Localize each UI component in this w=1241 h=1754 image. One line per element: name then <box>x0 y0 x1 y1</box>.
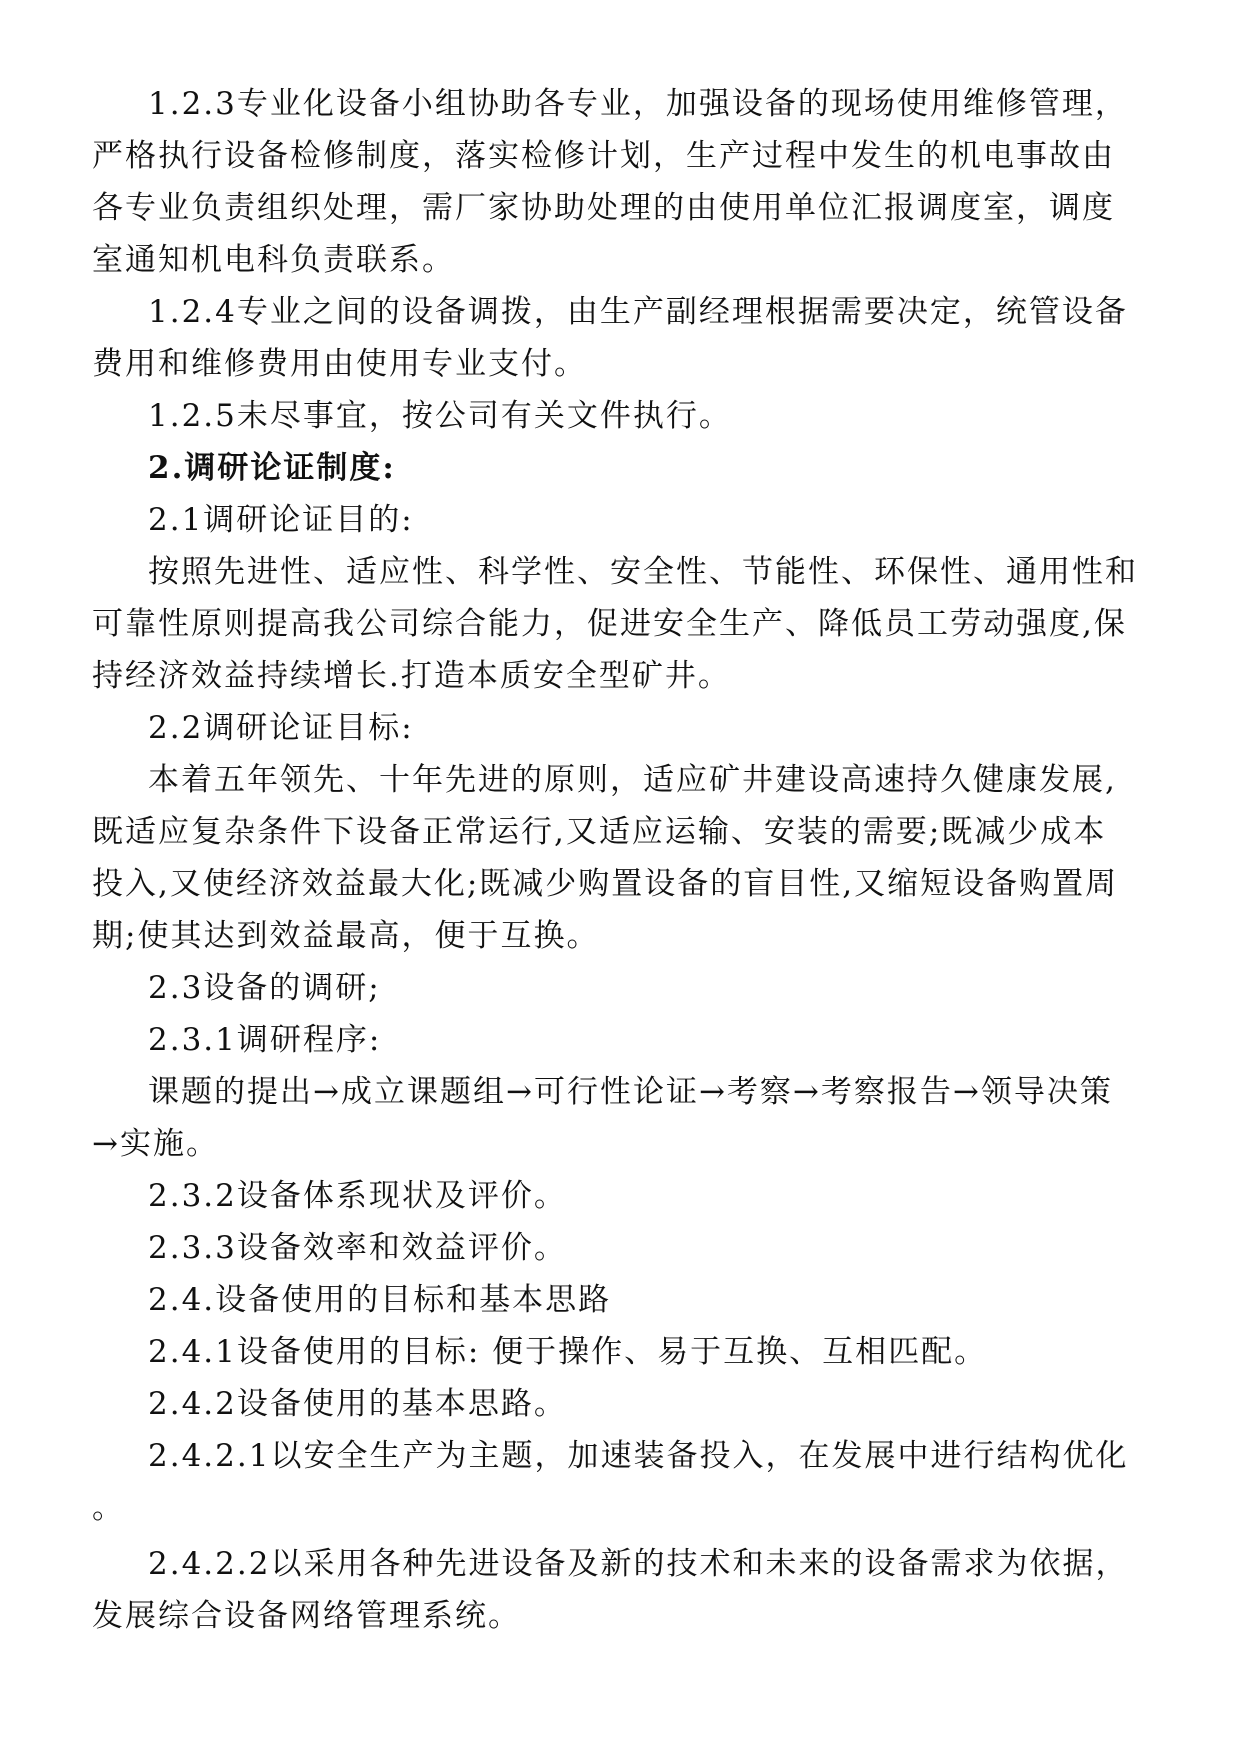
paragraph-2-2-line-2: 既适应复杂条件下设备正常运行,又适应运输、安装的需要;既减少成本 <box>92 814 1107 850</box>
paragraph-2-1-line-1: 按照先进性、适应性、科学性、安全性、节能性、环保性、通用性和 <box>148 554 1138 590</box>
paragraph-1-2-3-line-3: 各专业负责组织处理，需厂家协助处理的由使用单位汇报调度室，调度 <box>92 190 1115 226</box>
subheading-2-3-1: 2.3.1调研程序: <box>148 1022 382 1058</box>
item-2-4-2: 2.4.2设备使用的基本思路。 <box>148 1386 567 1422</box>
subheading-2-4: 2.4.设备使用的目标和基本思路 <box>148 1282 612 1318</box>
item-2-4-2-2-line-2: 发展综合设备网络管理系统。 <box>92 1598 521 1634</box>
paragraph-1-2-5: 1.2.5未尽事宜，按公司有关文件执行。 <box>148 398 732 434</box>
subheading-2-3: 2.3设备的调研; <box>148 970 381 1006</box>
paragraph-2-1-line-2: 可靠性原则提高我公司综合能力，促进安全生产、降低员工劳动强度,保 <box>92 606 1127 642</box>
paragraph-1-2-3-line-4: 室通知机电科负责联系。 <box>92 242 455 278</box>
paragraph-1-2-3-line-1: 1.2.3专业化设备小组协助各专业，加强设备的现场使用维修管理， <box>148 86 1128 122</box>
item-2-4-2-2-line-1: 2.4.2.2以采用各种先进设备及新的技术和未来的设备需求为依据， <box>148 1546 1129 1582</box>
paragraph-2-1-line-3: 持经济效益持续增长.打造本质安全型矿井。 <box>92 658 731 694</box>
item-2-4-2-1-line-2: 。 <box>92 1490 125 1526</box>
procedure-flow-line-2: →实施。 <box>92 1126 219 1162</box>
section-heading-2: 2.调研论证制度: <box>148 450 396 486</box>
item-2-4-1: 2.4.1设备使用的目标: 便于操作、易于互换、互相匹配。 <box>148 1334 988 1370</box>
item-2-4-2-1-line-1: 2.4.2.1以安全生产为主题，加速装备投入，在发展中进行结构优化 <box>148 1438 1129 1474</box>
paragraph-2-2-line-4: 期;使其达到效益最高，便于互换。 <box>92 918 600 954</box>
subheading-2-1: 2.1调研论证目的: <box>148 502 414 538</box>
item-2-3-3: 2.3.3设备效率和效益评价。 <box>148 1230 567 1266</box>
paragraph-1-2-4-line-2: 费用和维修费用由使用专业支付。 <box>92 346 587 382</box>
paragraph-2-2-line-3: 投入,又使经济效益最大化;既减少购置设备的盲目性,又缩短设备购置周 <box>92 866 1119 902</box>
subheading-2-2: 2.2调研论证目标: <box>148 710 414 746</box>
item-2-3-2: 2.3.2设备体系现状及评价。 <box>148 1178 567 1214</box>
procedure-flow-line-1: 课题的提出→成立课题组→可行性论证→考察→考察报告→领导决策 <box>148 1074 1113 1110</box>
paragraph-1-2-4-line-1: 1.2.4专业之间的设备调拨，由生产副经理根据需要决定，统管设备 <box>148 294 1128 330</box>
paragraph-1-2-3-line-2: 严格执行设备检修制度，落实检修计划，生产过程中发生的机电事故由 <box>92 138 1115 174</box>
paragraph-2-2-line-1: 本着五年领先、十年先进的原则，适应矿井建设高速持久健康发展, <box>148 762 1117 798</box>
